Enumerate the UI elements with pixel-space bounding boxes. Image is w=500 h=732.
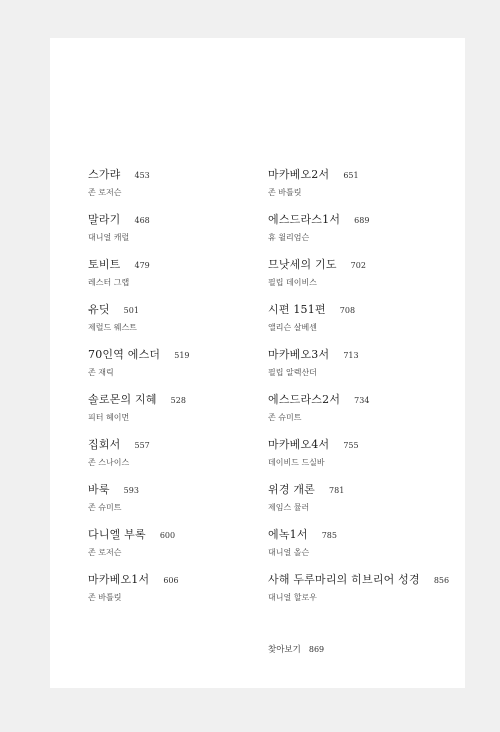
index-page: 869 [308,645,325,654]
entry-author: 존 로저슨 [88,188,122,197]
toc-entry [88,256,258,301]
index-label: 찾아보기 [268,645,301,655]
toc-entry [268,481,463,526]
entry-page: 468 [134,216,150,225]
entry-author: 데이비드 드실바 [268,458,325,467]
entry-page: 781 [329,486,345,495]
toc-index-entry [268,643,324,655]
entry-title: 마카베오1서 [88,573,150,586]
entry-title: 에녹1서 [268,528,308,541]
toc-entry [268,436,463,481]
entry-title: 마카베오3서 [268,348,330,361]
toc-entry [268,391,463,436]
entry-title: 사해 두루마리의 히브리어 성경 [268,573,420,586]
toc-entry [88,526,258,571]
toc-entry [268,571,463,616]
entry-page: 785 [321,531,337,540]
toc-entry [268,166,463,211]
entry-page: 734 [354,396,370,405]
entry-page: 713 [343,351,359,360]
entry-author: 피터 헤이먼 [88,413,130,422]
toc-left-column [88,166,258,616]
entry-author: 앨리슨 살베센 [268,323,317,332]
toc-entry [88,301,258,346]
toc-entry [88,166,258,211]
entry-author: 휴 윌리엄슨 [268,233,310,242]
toc-entry [268,346,463,391]
entry-title: 시편 151편 [268,303,326,316]
entry-title: 말라기 [88,213,121,226]
entry-title: 므낫세의 기도 [268,258,337,271]
entry-author: 존 재릭 [88,368,114,377]
toc-entry [88,391,258,436]
entry-page: 702 [350,261,366,270]
entry-title: 마카베오4서 [268,438,330,451]
entry-title: 에스드라스2서 [268,393,341,406]
entry-page: 708 [339,306,356,315]
entry-author: 존 바틀릿 [268,188,302,197]
entry-author: 필립 알렉산더 [268,368,317,377]
entry-page: 453 [134,171,150,180]
toc-entry [88,481,258,526]
entry-title: 솔로몬의 지혜 [88,393,157,406]
entry-title: 다니엘 부록 [88,528,146,541]
entry-title: 마카베오2서 [268,168,330,181]
entry-page: 557 [134,441,150,450]
entry-page: 593 [123,486,139,495]
toc-entry [88,211,258,256]
entry-author: 대니얼 할로우 [268,593,317,602]
entry-title: 스가랴 [88,168,121,181]
entry-title: 위경 개론 [268,483,316,496]
entry-title: 집회서 [88,438,121,451]
entry-author: 레스터 그랩 [88,278,130,287]
entry-page: 600 [159,531,176,540]
toc-entry [88,346,258,391]
entry-title: 에스드라스1서 [268,213,341,226]
entry-page: 501 [123,306,139,315]
document-page [50,38,465,688]
entry-page: 651 [343,171,359,180]
toc-entry [268,301,463,346]
entry-title: 토비트 [88,258,121,271]
entry-page: 856 [433,576,450,585]
entry-page: 606 [163,576,179,585]
entry-title: 유딧 [88,303,110,316]
toc-entry [88,571,258,616]
entry-author: 제임스 뮬러 [268,503,310,512]
entry-page: 528 [170,396,186,405]
entry-page: 689 [354,216,370,225]
entry-title: 바룩 [88,483,110,496]
entry-author: 대니얼 캐럴 [88,233,130,242]
toc-right-column [268,166,463,616]
toc-entry [268,211,463,256]
entry-author: 존 로저슨 [88,548,122,557]
entry-page: 519 [174,351,190,360]
entry-page: 755 [343,441,359,450]
entry-page: 479 [134,261,150,270]
entry-author: 존 슈미트 [268,413,302,422]
entry-title: 70인역 에스더 [88,348,161,361]
toc-entry [88,436,258,481]
entry-author: 존 슈미트 [88,503,122,512]
entry-author: 필립 데이비스 [268,278,317,287]
entry-author: 대니얼 올슨 [268,548,310,557]
entry-author: 제럴드 웨스트 [88,323,137,332]
entry-author: 존 바틀릿 [88,593,122,602]
toc-entry [268,256,463,301]
entry-author: 존 스나이스 [88,458,130,467]
toc-entry [268,526,463,571]
